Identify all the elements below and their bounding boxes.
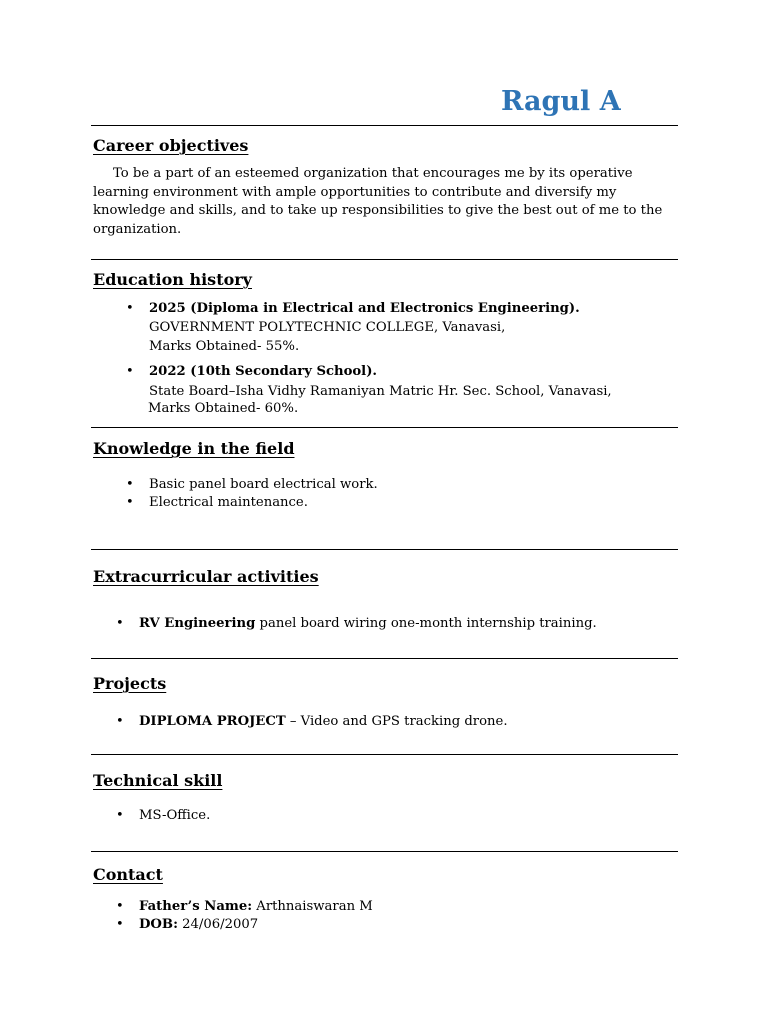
education-item-title: 2022 (10th Secondary School).	[149, 364, 378, 379]
bullet-icon: •	[126, 364, 134, 379]
bullet-icon: •	[126, 495, 134, 510]
bullet-icon: •	[116, 808, 124, 823]
section-heading-career: Career objectives	[93, 136, 249, 155]
bullet-icon: •	[126, 477, 134, 492]
bullet-icon: •	[116, 714, 124, 729]
career-objective-text: To be a part of an esteemed organization that encourages me by its operative learning environment with ample opportunities to contribute and diversify my knowledge and skills, and to take up responsibilities to give the best out of me to the organization.	[93, 166, 663, 238]
contact-father-name: Father’s Name: Arthnaiswaran M	[139, 899, 373, 914]
knowledge-item: Electrical maintenance.	[149, 495, 308, 510]
contact-dob: DOB: 24/06/2007	[139, 917, 259, 932]
divider	[91, 427, 678, 428]
education-item-institution: State Board–Isha Vidhy Ramaniyan Matric Hr. Sec. School, Vanavasi,	[149, 384, 612, 399]
bullet-icon: •	[116, 899, 124, 914]
education-item-institution: GOVERNMENT POLYTECHNIC COLLEGE, Vanavasi,	[149, 320, 506, 335]
extracurricular-item: RV Engineering panel board wiring one-month internship training.	[139, 616, 597, 631]
education-item-title: 2025 (Diploma in Electrical and Electronics Engineering).	[149, 301, 580, 316]
knowledge-item: Basic panel board electrical work.	[149, 477, 378, 492]
section-heading-projects: Projects	[93, 674, 167, 693]
bullet-icon: •	[126, 301, 134, 316]
divider	[91, 658, 678, 659]
divider	[91, 549, 678, 550]
education-item-marks: Marks Obtained- 55%.	[149, 339, 300, 354]
section-heading-technical: Technical skill	[93, 771, 223, 790]
section-heading-extracurricular: Extracurricular activities	[93, 567, 319, 586]
education-item-marks: Marks Obtained- 60%.	[148, 401, 299, 416]
divider	[91, 259, 678, 260]
divider	[91, 754, 678, 755]
section-heading-education: Education history	[93, 270, 252, 289]
divider	[91, 125, 678, 126]
section-heading-knowledge: Knowledge in the field	[93, 439, 295, 458]
divider	[91, 851, 678, 852]
bullet-icon: •	[116, 917, 124, 932]
bullet-icon: •	[116, 616, 124, 631]
technical-skill-item: MS-Office.	[139, 808, 211, 823]
section-heading-contact: Contact	[93, 865, 163, 884]
candidate-name: Ragul A	[501, 86, 621, 117]
project-item: DIPLOMA PROJECT – Video and GPS tracking drone.	[139, 714, 508, 729]
